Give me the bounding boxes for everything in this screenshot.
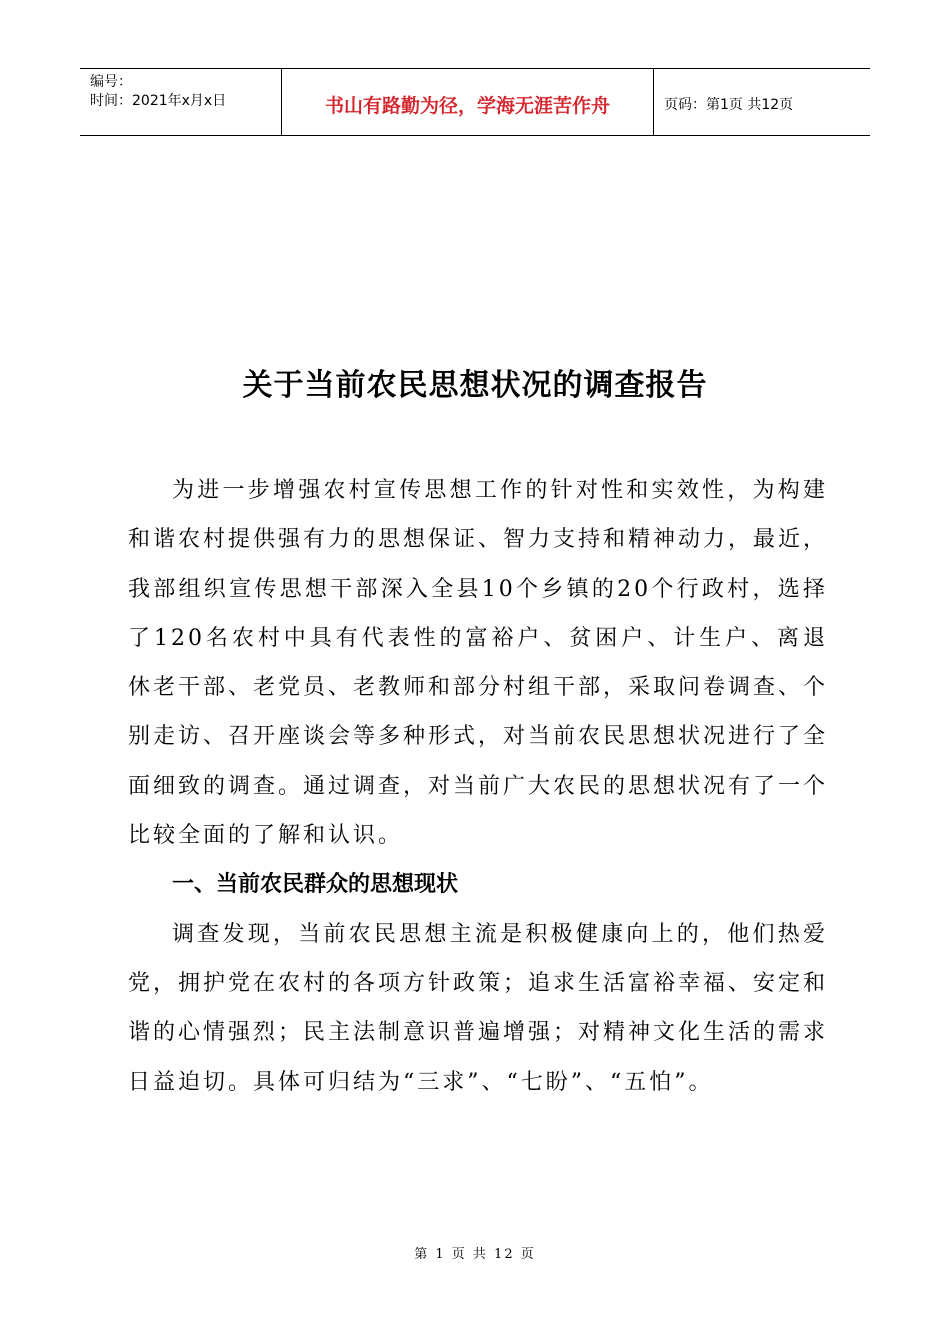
document-body bbox=[128, 466, 828, 1107]
section-heading-1: 一、当前农民群众的思想现状 bbox=[172, 872, 459, 898]
paragraph-findings: 调查发现，当前农民思想主流是积极健康向上的，他们热爱党，拥护党在农村的各项方针政策；追求生活富裕幸福、安定和谐的心情强烈；民主法制意识普遍增强；对精神文化生活的需求日益迫切。具体可归结为“三求”、“七盼”、“五怕”。 bbox=[128, 921, 829, 1095]
document-title: 关于当前农民思想状况的调查报告 bbox=[242, 368, 708, 403]
header-page-info: 页码：第1页 共12页 bbox=[664, 97, 794, 113]
page-header bbox=[80, 68, 870, 136]
header-motto: 书山有路勤为径，学海无涯苦作舟 bbox=[282, 69, 654, 135]
page-footer: 第 1 页 共 12 页 bbox=[414, 1247, 536, 1262]
header-meta-cell bbox=[80, 69, 282, 135]
time-label: 时间：2021年x月x日 bbox=[90, 93, 227, 109]
paragraph-intro: 为进一步增强农村宣传思想工作的针对性和实效性，为构建和谐农村提供强有力的思想保证、智力支持和精神动力，最近，我部组织宣传思想干部深入全县10个乡镇的20个行政村，选择了120名农村中具有代表性的富裕户、贫困户、计生户、离退休老干部、老党员、老教师和部分村组干部，采取问卷调查、个别走访、召开座谈会等多种形式，对当前农民思想状况进行了全面细致的调查。通过调查，对当前广大农民的思想状况有了一个比较全面的了解和认识。 bbox=[128, 478, 829, 849]
number-label: 编号： bbox=[90, 74, 132, 90]
